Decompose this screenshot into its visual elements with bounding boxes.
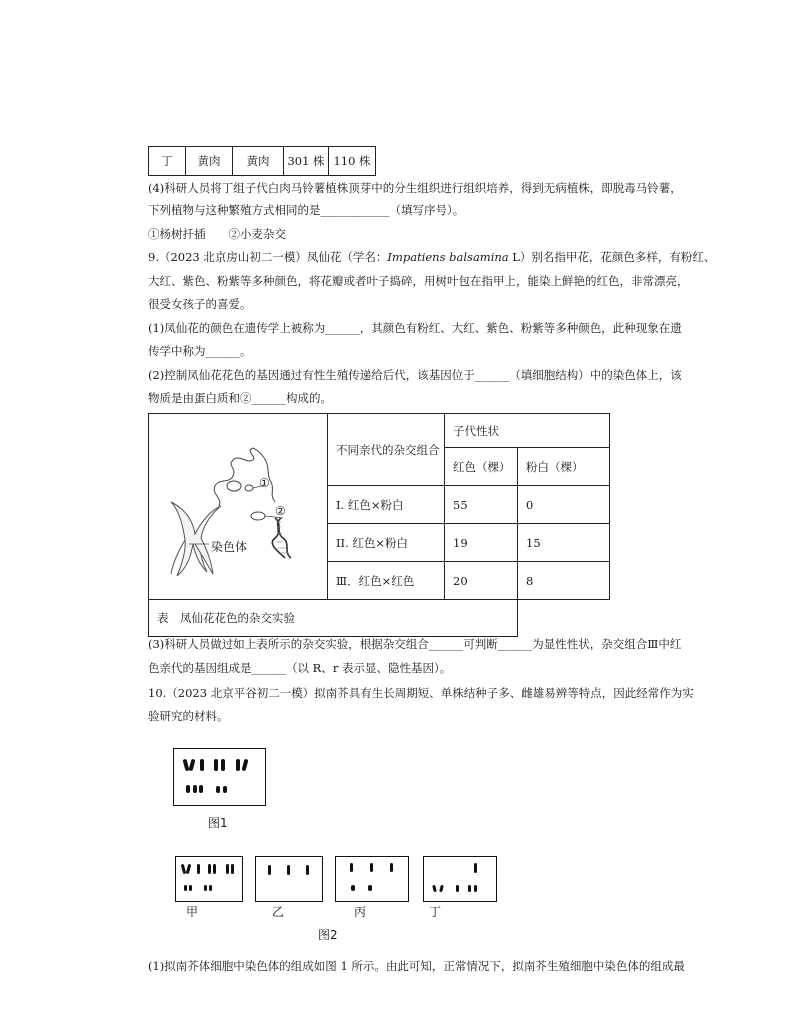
table-cell: 黄肉 (233, 147, 284, 176)
q10-sub1-line1: (1)拟南芥体细胞中染色体的组成如图 1 所示。由此可知，正常情况下，拟南芥生殖细胞中染色体的组成最 (148, 959, 685, 973)
figure2-label-ding: 丁 (429, 905, 442, 919)
table-cell: 丁 (149, 147, 186, 176)
q9-sub3-line1: (3)科研人员做过如上表所示的杂交实验，根据杂交组合______可判断______为显性性状，杂交组合Ⅲ中红 (148, 637, 682, 651)
q9-intro-line1 (148, 247, 715, 267)
figure2-panel-ding (423, 856, 497, 902)
genotype-table-continued (148, 146, 376, 176)
header-cross: 不同亲代的杂交组合 (328, 414, 445, 486)
red-count: 19 (445, 524, 518, 562)
q9-intro-b: L）别名指甲花，花颜色多样，有粉红、 (508, 250, 716, 264)
q4-line1: (4)科研人员将丁组子代白肉马铃薯植株顶芽中的分生组织进行组织培养，得到无病植株，即脱毒马铃薯， (148, 181, 682, 195)
q4-options: ①杨树扦插 ②小麦杂交 (148, 227, 286, 241)
table-cell: 301 株 (284, 147, 329, 176)
figure2-panel-jia (175, 856, 243, 902)
q9-sub3-line2: 色亲代的基因组成是______（以 R、r 表示显、隐性基因）。 (148, 661, 452, 675)
q9-sub1-line1: (1)凤仙花的颜色在遗传学上被称为______，其颜色有粉红、大红、紫色、粉紫等多种颜色，此种现象在遗 (148, 321, 682, 335)
red-count: 20 (445, 562, 518, 600)
chromosome-figure-cell (149, 414, 328, 600)
q9-latin-name: Impatiens balsamina (387, 250, 509, 264)
q9-intro-line3: 很受女孩子的喜爱。 (148, 297, 252, 311)
chromosome-dna-illustration (149, 414, 339, 636)
q10-intro-line2: 验研究的材料。 (148, 709, 229, 723)
table-caption: 表 凤仙花花色的杂交实验 (149, 600, 518, 637)
table-cell: 黄肉 (186, 147, 233, 176)
header-traits: 子代性状 (445, 414, 610, 448)
marker-2: ② (275, 504, 286, 518)
figure2-panel-bing (335, 856, 409, 902)
figure2-label-jia: 甲 (186, 905, 199, 919)
figure2-label-bing: 丙 (354, 905, 367, 919)
cross-cell: Ⅲ．红色×红色 (328, 562, 445, 600)
figure1-karyotype (173, 748, 266, 806)
cross-cell: I. 红色×粉白 (328, 486, 445, 524)
header-red: 红色（棵） (445, 448, 518, 486)
cross-cell: II. 红色×粉白 (328, 524, 445, 562)
chromosome-label: 染色体 (211, 540, 248, 554)
q10-intro-line1: 10.（2023 北京平谷初二一模）拟南芥具有生长周期短、单株结种子多、雌雄易辨等特点，因此经常作为实 (148, 686, 694, 700)
figure2-label: 图2 (318, 928, 338, 942)
figure1-label: 图1 (208, 816, 228, 830)
pink-count: 0 (518, 486, 610, 524)
pink-count: 15 (518, 524, 610, 562)
header-pink: 粉白（棵） (518, 448, 610, 486)
pink-count: 8 (518, 562, 610, 600)
red-count: 55 (445, 486, 518, 524)
q4-line2: 下列植物与这种繁殖方式相同的是____________（填写序号）。 (148, 203, 465, 217)
figure2-panel-yi (255, 856, 323, 902)
cross-experiment-table (148, 413, 610, 637)
q9-sub2-line2: 物质是由蛋白质和②______构成的。 (148, 391, 332, 405)
figure2-label-yi: 乙 (272, 905, 285, 919)
q9-intro-a: 9.（2023 北京房山初二一模）凤仙花（学名： (148, 250, 388, 264)
q9-sub1-line2: 传学中称为______。 (148, 344, 252, 358)
q9-intro-line2: 大红、紫色、粉紫等多种颜色，将花瓣或者叶子捣碎，用树叶包在指甲上，能染上鲜艳的红色，非常漂亮， (148, 274, 689, 288)
table-row (149, 147, 376, 176)
q9-sub2-line1: (2)控制凤仙花花色的基因通过有性生殖传递给后代，该基因位于______（填细胞结构）中的染色体上，该 (148, 368, 682, 382)
marker-1: ① (259, 476, 270, 490)
table-cell: 110 株 (329, 147, 376, 176)
